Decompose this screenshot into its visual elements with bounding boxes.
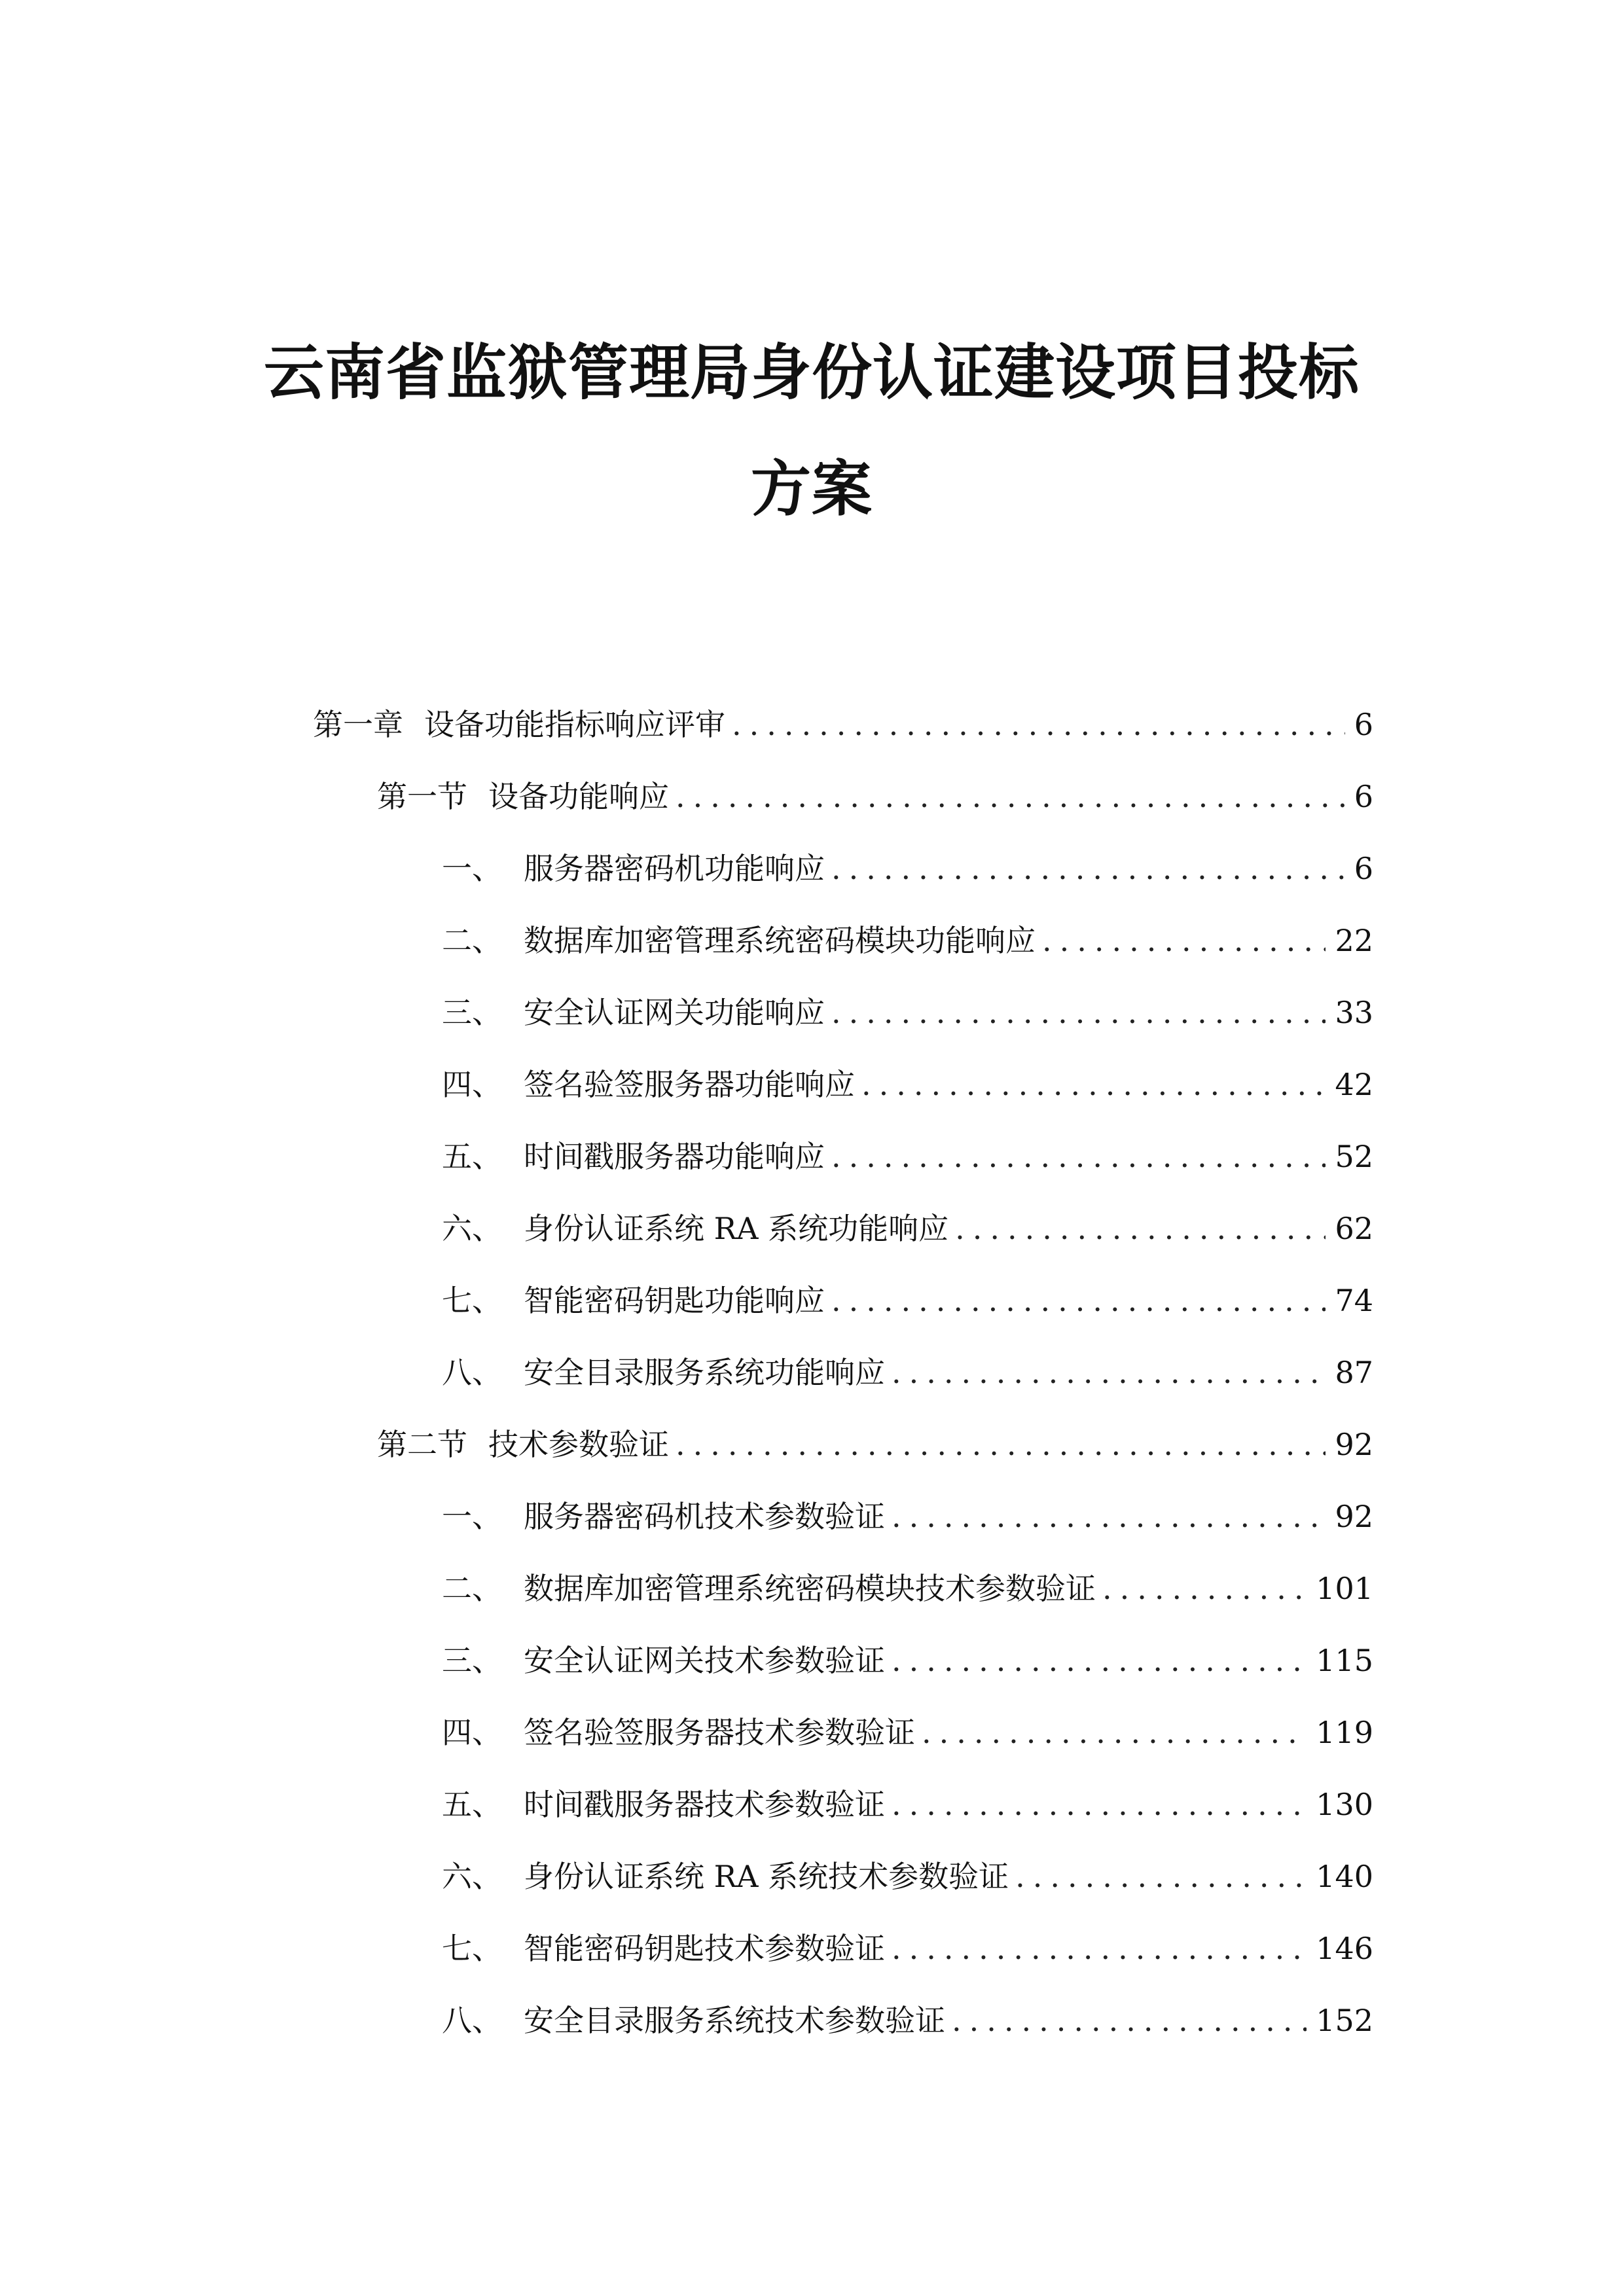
- toc-item[interactable]: [442, 993, 1373, 1032]
- toc-section-1[interactable]: [377, 777, 1373, 816]
- toc-entry-title: 智能密码钥匙功能响应: [524, 1283, 825, 1318]
- toc-entry-page: 130: [1316, 1787, 1373, 1822]
- toc-item[interactable]: [442, 2001, 1373, 2040]
- toc-entry-page: 92: [1335, 1427, 1373, 1462]
- toc-entry-number: 四、: [442, 1067, 502, 1102]
- toc-entry-page: 62: [1335, 1211, 1373, 1246]
- toc-entry-page: 152: [1316, 2003, 1373, 2038]
- toc-entry-title: 安全目录服务系统功能响应: [524, 1355, 885, 1390]
- toc-entry-title: 签名验签服务器功能响应: [524, 1067, 855, 1102]
- toc-item[interactable]: [442, 1641, 1373, 1680]
- toc-entry-title: 时间戳服务器功能响应: [524, 1139, 825, 1174]
- toc-entry-title: 数据库加密管理系统密码模块技术参数验证: [524, 1571, 1096, 1606]
- toc-dot-leader: [955, 1209, 1326, 1248]
- toc-entry-title: 安全认证网关技术参数验证: [524, 1643, 885, 1678]
- toc-item[interactable]: [442, 1497, 1373, 1536]
- toc-entry-title: 技术参数验证: [488, 1427, 669, 1462]
- toc-dot-leader: [831, 993, 1326, 1032]
- toc-item[interactable]: [442, 1857, 1373, 1896]
- toc-entry-number: 二、: [442, 1571, 502, 1606]
- toc-item[interactable]: [442, 1929, 1373, 1968]
- document-title-line-1: 云南省监狱管理局身份认证建设项目投标: [263, 338, 1360, 408]
- toc-dot-leader: [831, 1137, 1326, 1176]
- toc-item[interactable]: [442, 849, 1373, 888]
- toc-entry-page: 140: [1316, 1859, 1373, 1894]
- toc-entry-title: 安全目录服务系统技术参数验证: [524, 2003, 945, 2038]
- toc-dot-leader: [831, 1281, 1326, 1320]
- toc-entry-number: 五、: [442, 1787, 502, 1822]
- toc-entry-title: 安全认证网关功能响应: [524, 995, 825, 1030]
- toc-item[interactable]: [442, 1281, 1373, 1320]
- toc-dot-leader: [892, 1641, 1307, 1680]
- toc-item[interactable]: [442, 1065, 1373, 1104]
- toc-entry-number: 六、: [442, 1211, 502, 1246]
- toc-entry-number: 六、: [442, 1859, 502, 1894]
- toc-entry-number: 八、: [442, 1355, 502, 1390]
- toc-entry-number: 第二节: [377, 1427, 467, 1462]
- toc-entry-number: 第一章: [313, 707, 403, 742]
- toc-entry-page: 6: [1354, 779, 1373, 814]
- toc-entry-title: 身份认证系统 RA 系统功能响应: [524, 1211, 949, 1246]
- toc-dot-leader: [676, 777, 1345, 816]
- toc-entry-number: 三、: [442, 995, 502, 1030]
- toc-dot-leader: [952, 2001, 1307, 2040]
- toc-entry-title: 数据库加密管理系统密码模块功能响应: [524, 923, 1036, 958]
- toc-dot-leader: [732, 705, 1345, 744]
- toc-entry-page: 52: [1335, 1139, 1373, 1174]
- toc-entry-page: 92: [1335, 1499, 1373, 1534]
- toc-item[interactable]: [442, 921, 1373, 960]
- toc-entry-number: 一、: [442, 1499, 502, 1534]
- toc-entry-title: 设备功能响应: [488, 779, 669, 814]
- toc-item[interactable]: [442, 1713, 1373, 1752]
- toc-entry-page: 42: [1335, 1067, 1373, 1102]
- toc-entry-page: 22: [1335, 923, 1373, 958]
- toc-entry-number: 七、: [442, 1931, 502, 1966]
- toc-entry-page: 74: [1335, 1283, 1373, 1318]
- toc-entry-title: 身份认证系统 RA 系统技术参数验证: [524, 1859, 1009, 1894]
- toc-chapter-1[interactable]: [313, 705, 1373, 744]
- toc-item[interactable]: [442, 1785, 1373, 1824]
- toc-dot-leader: [831, 849, 1345, 888]
- toc-entry-page: 115: [1316, 1643, 1373, 1678]
- toc-dot-leader: [1102, 1569, 1307, 1608]
- toc-entry-title: 智能密码钥匙技术参数验证: [524, 1931, 885, 1966]
- toc-entry-title: 时间戳服务器技术参数验证: [524, 1787, 885, 1822]
- toc-item[interactable]: [442, 1137, 1373, 1176]
- toc-entry-page: 6: [1354, 707, 1373, 742]
- toc-entry-title: 服务器密码机功能响应: [524, 851, 825, 886]
- toc-entry-number: 五、: [442, 1139, 502, 1174]
- toc-entry-number: 四、: [442, 1715, 502, 1750]
- toc-entry-page: 6: [1354, 851, 1373, 886]
- toc-entry-number: 二、: [442, 923, 502, 958]
- toc-entry-page: 119: [1316, 1715, 1373, 1750]
- toc-dot-leader: [892, 1929, 1307, 1968]
- toc-dot-leader: [892, 1497, 1326, 1536]
- toc-dot-leader: [861, 1065, 1326, 1104]
- toc-entry-number: 八、: [442, 2003, 502, 2038]
- toc-entry-page: 146: [1316, 1931, 1373, 1966]
- toc-dot-leader: [892, 1353, 1326, 1392]
- toc-dot-leader: [892, 1785, 1307, 1824]
- toc-entry-number: 三、: [442, 1643, 502, 1678]
- toc-dot-leader: [676, 1425, 1326, 1464]
- toc-item[interactable]: [442, 1209, 1373, 1248]
- toc-entry-number: 第一节: [377, 779, 467, 814]
- toc-dot-leader: [1042, 921, 1326, 960]
- toc-item[interactable]: [442, 1569, 1373, 1608]
- toc-entry-page: 101: [1316, 1571, 1373, 1606]
- toc-entry-title: 设备功能指标响应评审: [424, 707, 725, 742]
- toc-entry-page: 87: [1335, 1355, 1373, 1390]
- toc-entry-number: 一、: [442, 851, 502, 886]
- toc-entry-page: 33: [1335, 995, 1373, 1030]
- toc-entry-title: 签名验签服务器技术参数验证: [524, 1715, 915, 1750]
- toc-entry-number: 七、: [442, 1283, 502, 1318]
- toc-item[interactable]: [442, 1353, 1373, 1392]
- toc-dot-leader: [922, 1713, 1307, 1752]
- toc-section-2[interactable]: [377, 1425, 1373, 1464]
- toc-entry-title: 服务器密码机技术参数验证: [524, 1499, 885, 1534]
- toc-dot-leader: [1015, 1857, 1307, 1896]
- document-title-line-2: 方案: [750, 454, 873, 524]
